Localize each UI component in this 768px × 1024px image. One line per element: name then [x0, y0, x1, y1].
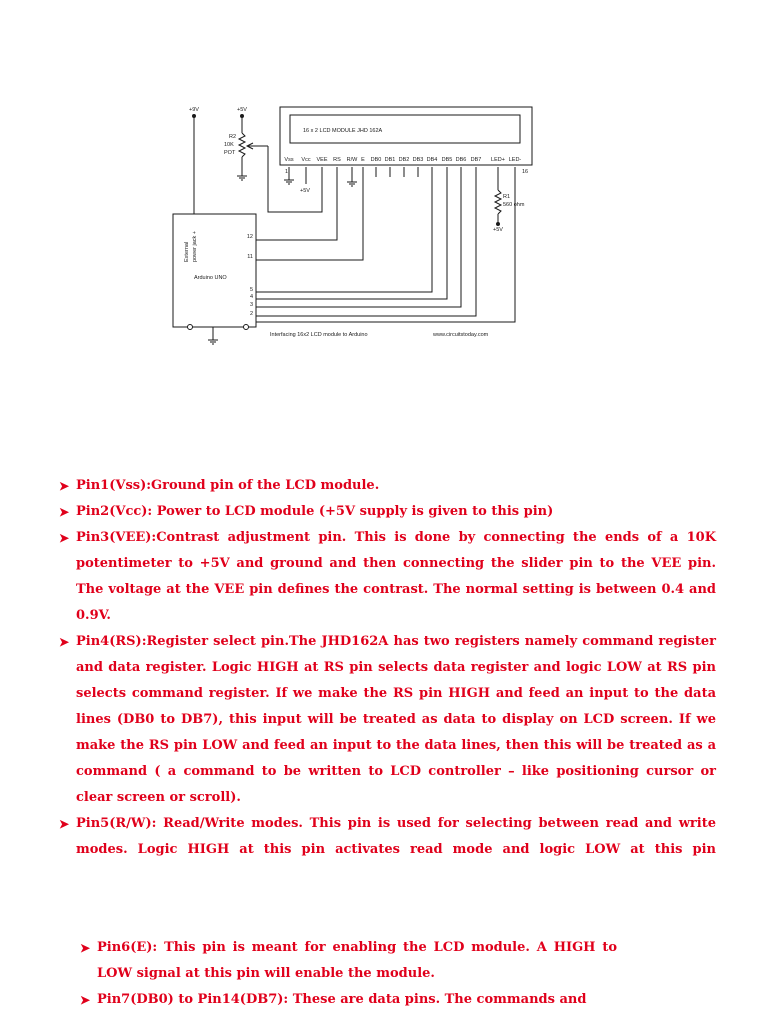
- pin-description-text: Pin1(Vss):Ground pin of the LCD module.: [76, 478, 380, 493]
- pin-description-text: Pin5(R/W): Read/Write modes. This pin is used for selecting between read and write modes. Logic HIGH at this pin activates read mode and logic LOW at this pin: [76, 816, 716, 857]
- arduino-label: Arduino UNO: [194, 275, 227, 281]
- pin-description-text: Pin6(E): This pin is meant for enabling the LCD module. A HIGH to LOW signal at this pin will enable the module.: [97, 940, 617, 981]
- pin-last-label: 16: [522, 169, 529, 175]
- pin-description-item: [59, 811, 716, 863]
- arduino-pin-label: 12: [246, 234, 253, 240]
- lcd-pin-label: R/W: [346, 157, 358, 163]
- arrowhead-bullet-icon: ➤: [59, 817, 70, 831]
- pin-description-item: [59, 525, 716, 629]
- pin-description-item: [80, 987, 617, 1013]
- arrowhead-bullet-icon: ➤: [59, 531, 70, 545]
- caption-right: www.circuitstoday.com: [433, 332, 489, 338]
- supply-5v-vcc-label: +5V: [300, 188, 310, 194]
- pin-description-text: Pin4(RS):Register select pin.The JHD162A has two registers namely command register and data register. Logic HIGH at RS pin selects data register and logic LOW at RS pin selects command register. If we make the RS pin HIGH and feed an input to the data lines (DB0 to DB7), this input will be treated as data to display on LCD screen. If we make the RS pin LOW and feed an input to the data lines, then this will be treated as a command ( a command to be written to LCD controller – like positioning cursor or clear screen or scroll).: [76, 634, 716, 805]
- arduino-uno-outline: [173, 214, 256, 327]
- pin-description-text: Pin3(VEE):Contrast adjustment pin. This is done by connecting the ends of a 10K potentimeter to +5V and ground and then connecting the slider pin to the VEE pin. The voltage at the VEE pin defines the contrast. The normal setting is between 0.4 and 0.9V.: [76, 530, 716, 623]
- pin-description-list-1: [59, 473, 716, 863]
- pin-description-item: [59, 473, 716, 499]
- power-jack-label: power jack +: [192, 230, 198, 262]
- lcd-pin-label: DB2: [398, 157, 410, 163]
- lcd-pin-label: LED-: [508, 157, 522, 163]
- lcd-pin-label: DB6: [455, 157, 467, 163]
- r1-label: R1: [503, 194, 511, 200]
- lcd-pin-label: Vss: [284, 157, 294, 163]
- pot-label-pot: POT: [224, 150, 236, 156]
- arrowhead-bullet-icon: ➤: [59, 505, 70, 519]
- lcd-pin-label: DB4: [426, 157, 438, 163]
- lcd-pin-label: DB7: [470, 157, 482, 163]
- lcd-pin-label: DB3: [412, 157, 424, 163]
- arduino-pin-label: 2: [249, 311, 253, 317]
- arduino-pin-label: 5: [249, 287, 253, 293]
- supply-5v-r1-label: +5V: [493, 227, 503, 233]
- pin-description-text: Pin7(DB0) to Pin14(DB7): These are data pins. The commands and: [97, 992, 587, 1007]
- lcd-arduino-circuit-diagram: [0, 0, 768, 360]
- supply-9v-label: +9V: [189, 107, 199, 113]
- pot-label-r2: R2: [229, 134, 237, 140]
- arduino-pin-label: 3: [249, 302, 253, 308]
- lcd-pin-label: DB1: [384, 157, 396, 163]
- pin-description-text: Pin2(Vcc): Power to LCD module (+5V supply is given to this pin): [76, 504, 554, 519]
- arduino-pin-label: 4: [249, 294, 253, 300]
- arrowhead-bullet-icon: ➤: [59, 635, 70, 649]
- pot-label-10k: 10K: [224, 142, 234, 148]
- lcd-pin-label: DB5: [441, 157, 453, 163]
- arrowhead-bullet-icon: ➤: [59, 479, 70, 493]
- pin-description-item: [80, 935, 617, 987]
- external-label: External: [184, 241, 190, 262]
- r1-value-label: 560 ohm: [503, 202, 525, 208]
- pin-description-list-2: [80, 935, 617, 1013]
- pin-description-item: [59, 629, 716, 811]
- lcd-module-label: 16 x 2 LCD MODULE JHD 162A: [303, 128, 383, 134]
- lcd-pin-label: E: [361, 157, 365, 163]
- supply-5v-pot-label: +5V: [237, 107, 247, 113]
- caption-left: Interfacing 16x2 LCD module to Arduino: [270, 332, 368, 338]
- arrowhead-bullet-icon: ➤: [80, 941, 91, 955]
- pin-description-item: [59, 499, 716, 525]
- arduino-pin-label: 11: [247, 254, 253, 260]
- pin-first-label: 1: [285, 169, 289, 175]
- lcd-pin-label: VEE: [316, 157, 328, 163]
- lcd-pin-label: DB0: [370, 157, 382, 163]
- arrowhead-bullet-icon: ➤: [80, 993, 91, 1007]
- lcd-pin-label: LED+: [491, 157, 505, 163]
- lcd-pin-label: Vcc: [301, 157, 311, 163]
- lcd-pin-label: RS: [333, 157, 341, 163]
